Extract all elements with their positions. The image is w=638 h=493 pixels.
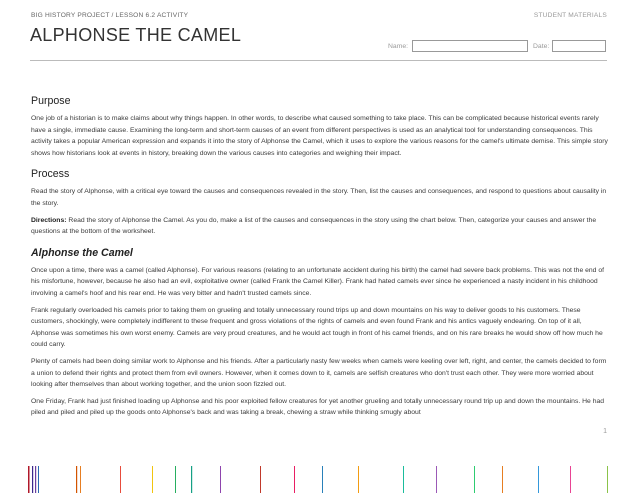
color-stripe xyxy=(80,466,81,493)
color-stripe xyxy=(35,466,36,493)
page-number: 1 xyxy=(603,428,607,435)
story-paragraph: Frank regularly overloaded his camels prior to taking them on grueling and totally unnecessary round trips up and down mountains on his way to deliver goods to his customers. These customers, shockingly, were completely indifferent to these frequent and gross violations of the rights of camels and even found Frank and his antics vaguely endearing. On top of it all, Alphonse was sometimes his own worst enemy. Camels are very proud creatures, and he would act tough in front of his camel friends, and on his rare breaks he would show off how much he could carry. xyxy=(31,306,603,349)
process-heading: Process xyxy=(31,168,70,181)
document-title: ALPHONSE THE CAMEL xyxy=(30,25,242,45)
color-stripe xyxy=(191,466,192,493)
purpose-heading: Purpose xyxy=(31,95,71,107)
color-stripe xyxy=(570,466,571,493)
color-stripe xyxy=(474,466,475,493)
student-materials-label: STUDENT MATERIALS xyxy=(533,12,607,19)
date-label: Date: xyxy=(533,43,550,50)
color-stripe xyxy=(322,466,323,493)
color-stripe xyxy=(607,466,608,493)
color-stripe xyxy=(502,466,503,493)
story-paragraph: Once upon a time, there was a camel (called Alphonse). For various reasons (relating to an unfortunate accident during his birth) the camel had severe back problems. This was not the end of his misfortune, however, because he also had an evil, exploitative owner (called Frank the Camel Killer). Frank had hated camels ever since he experienced a nasty incident in his childhood involving a camel's hoof and his rear end. He was very bitter and hadn't trusted camels since. xyxy=(31,266,605,297)
color-stripe xyxy=(538,466,539,493)
color-stripe xyxy=(436,466,437,493)
color-stripe xyxy=(220,466,221,493)
story-paragraph: One Friday, Frank had just finished loading up Alphonse and his poor exploited fellow creatures for yet another grueling and totally unnecessary round trip up and down the mountains. He had piled and piled and piled up the goods onto Alphonse's back and was taking a break, chewing a straw while thinking smugly about xyxy=(31,397,605,417)
color-stripe xyxy=(38,466,39,493)
story-heading: Alphonse the Camel xyxy=(31,246,133,259)
directions-paragraph xyxy=(31,215,609,238)
color-stripe xyxy=(294,466,295,493)
date-field[interactable] xyxy=(552,40,606,52)
directions-text: Read the story of Alphonse the Camel. As you do, make a list of the causes and consequences in the story using the chart below. Then, categorize your causes and answer the questions at the bottom of the worksheet. xyxy=(31,216,597,236)
color-stripe xyxy=(28,466,30,493)
color-stripe xyxy=(358,466,359,493)
color-stripe xyxy=(260,466,261,493)
color-stripe xyxy=(152,466,153,493)
color-stripe xyxy=(120,466,121,493)
decorative-color-bars xyxy=(28,466,610,493)
color-stripe xyxy=(403,466,404,493)
project-line: BIG HISTORY PROJECT / LESSON 6.2 ACTIVITY xyxy=(31,12,189,19)
directions-label: Directions: xyxy=(31,216,67,224)
story-paragraph: Plenty of camels had been doing similar work to Alphonse and his friends. After a particularly nasty few weeks when camels were keeling over left, right, and center, the camels decided to form a union to defend their rights and protect them from evil owners. However, when it comes down to it, camels are selfish creatures who don't trust each other. They were more worried about looking after themselves than about working together, and the union soon fizzled out. xyxy=(31,357,607,389)
name-label: Name: xyxy=(388,43,409,50)
color-stripe xyxy=(175,466,176,493)
color-stripe xyxy=(32,466,33,493)
process-text: Read the story of Alphonse, with a critical eye toward the causes and consequences revealed in the story. Then, list the causes and consequences, and respond to questions about causality in the story. xyxy=(31,188,607,207)
header-divider xyxy=(30,60,607,61)
name-field[interactable] xyxy=(412,40,528,52)
color-stripe xyxy=(76,466,77,493)
document-body xyxy=(31,95,609,419)
purpose-text: One job of a historian is to make claims about why things happen. In other words, to describe what caused something to take place. This can be complicated because historical events rarely have a single, immediate cause. Examining the long-term and short-term causes of an event from different perspectives is used as an analytical tool for understanding consequences. This activity takes a popular American expression and expands it into the story of Alphonse the Camel, which it uses to explore the various reasons for the camel's ultimate demise. This simple story shows how historians look at events in history, breaking down the various causes into categories and weighing their impact. xyxy=(31,115,608,157)
